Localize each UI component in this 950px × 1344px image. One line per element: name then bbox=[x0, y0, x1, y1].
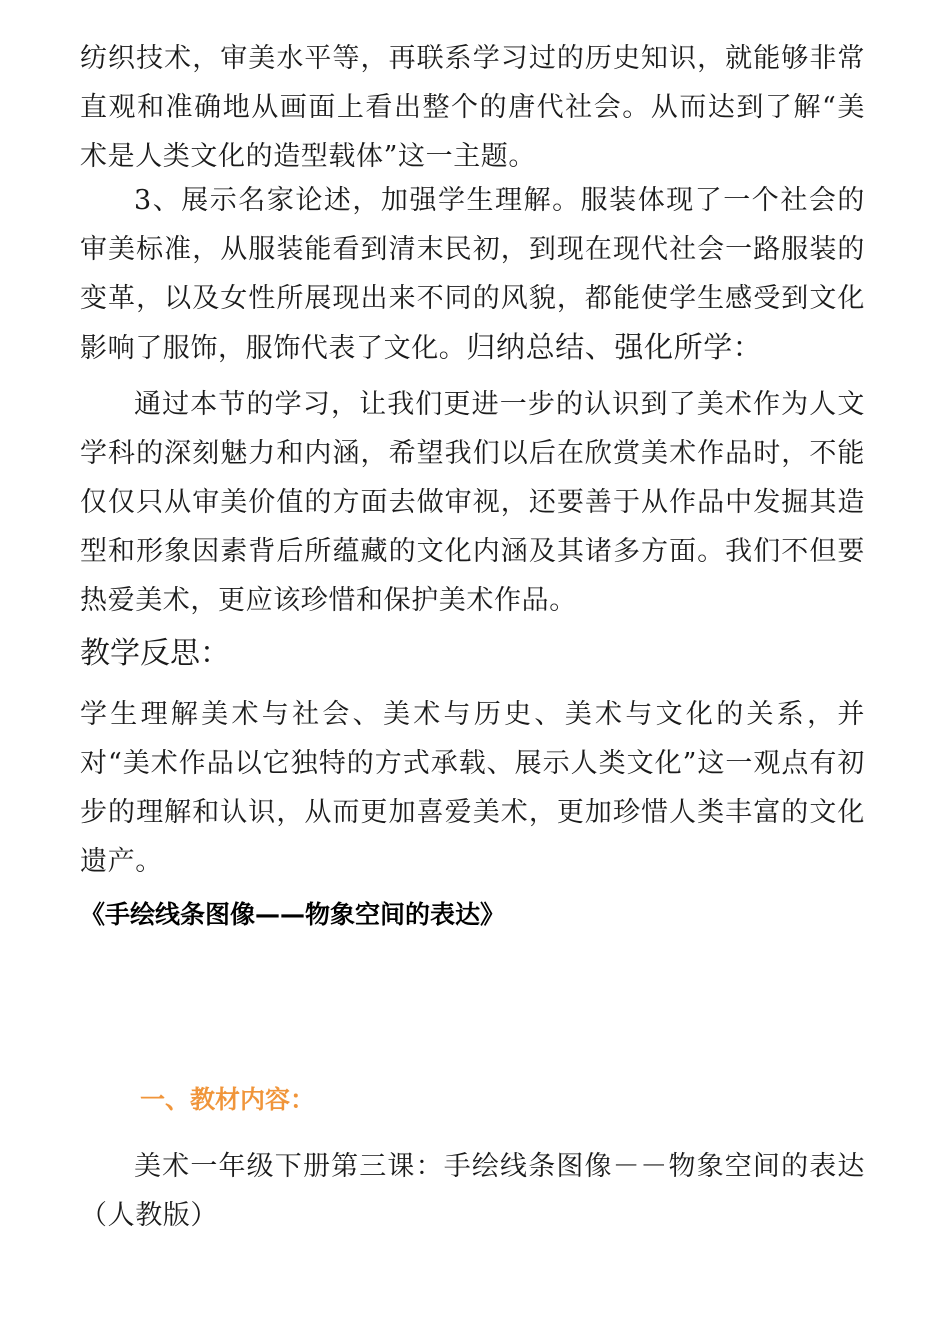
paragraph-point-3 bbox=[80, 176, 865, 373]
summary-heading: 归纳总结、强化所学： bbox=[466, 330, 763, 364]
summary-paragraph: 通过本节的学习，让我们更进一步的认识到了美术作为人文学科的深刻魅力和内涵，希望我们以后在欣赏美术作品时，不能仅仅只从审美价值的方面去做审视，还要善于从作品中发掘其造型和形象因素背后所蕴藏的文化内涵及其诸多方面。我们不但要热爱美术，更应该珍惜和保护美术作品。 bbox=[80, 389, 865, 616]
section-heading-materials: 一、教材内容： bbox=[140, 1085, 316, 1114]
paragraph-point-3-body: 3、展示名家论述，加强学生理解。服装体现了一个社会的审美标准，从服装能看到清末民初，到现在现代社会一路服装的变革，以及女性所展现出来不同的风貌，都能使学生感受到文化影响了服饰，服饰代表了文化。 bbox=[80, 185, 865, 364]
lesson-title: 《手绘线条图像——物象空间的表达》 bbox=[80, 900, 506, 929]
paragraph-continuation: 纺织技术，审美水平等，再联系学习过的历史知识，就能够非常直观和准确地从画面上看出整个的唐代社会。从而达到了解“美术是人类文化的造型载体”这一主题。 bbox=[80, 43, 865, 172]
materials-paragraph: 美术一年级下册第三课：手绘线条图像－－物象空间的表达（人教版） bbox=[80, 1151, 865, 1231]
reflection-heading: 教学反思： bbox=[80, 636, 230, 671]
reflection-paragraph: 学生理解美术与社会、美术与历史、美术与文化的关系，并对“美术作品以它独特的方式承载、展示人类文化”这一观点有初步的理解和认识，从而更加喜爱美术，更加珍惜人类丰富的文化遗产。 bbox=[80, 699, 865, 877]
